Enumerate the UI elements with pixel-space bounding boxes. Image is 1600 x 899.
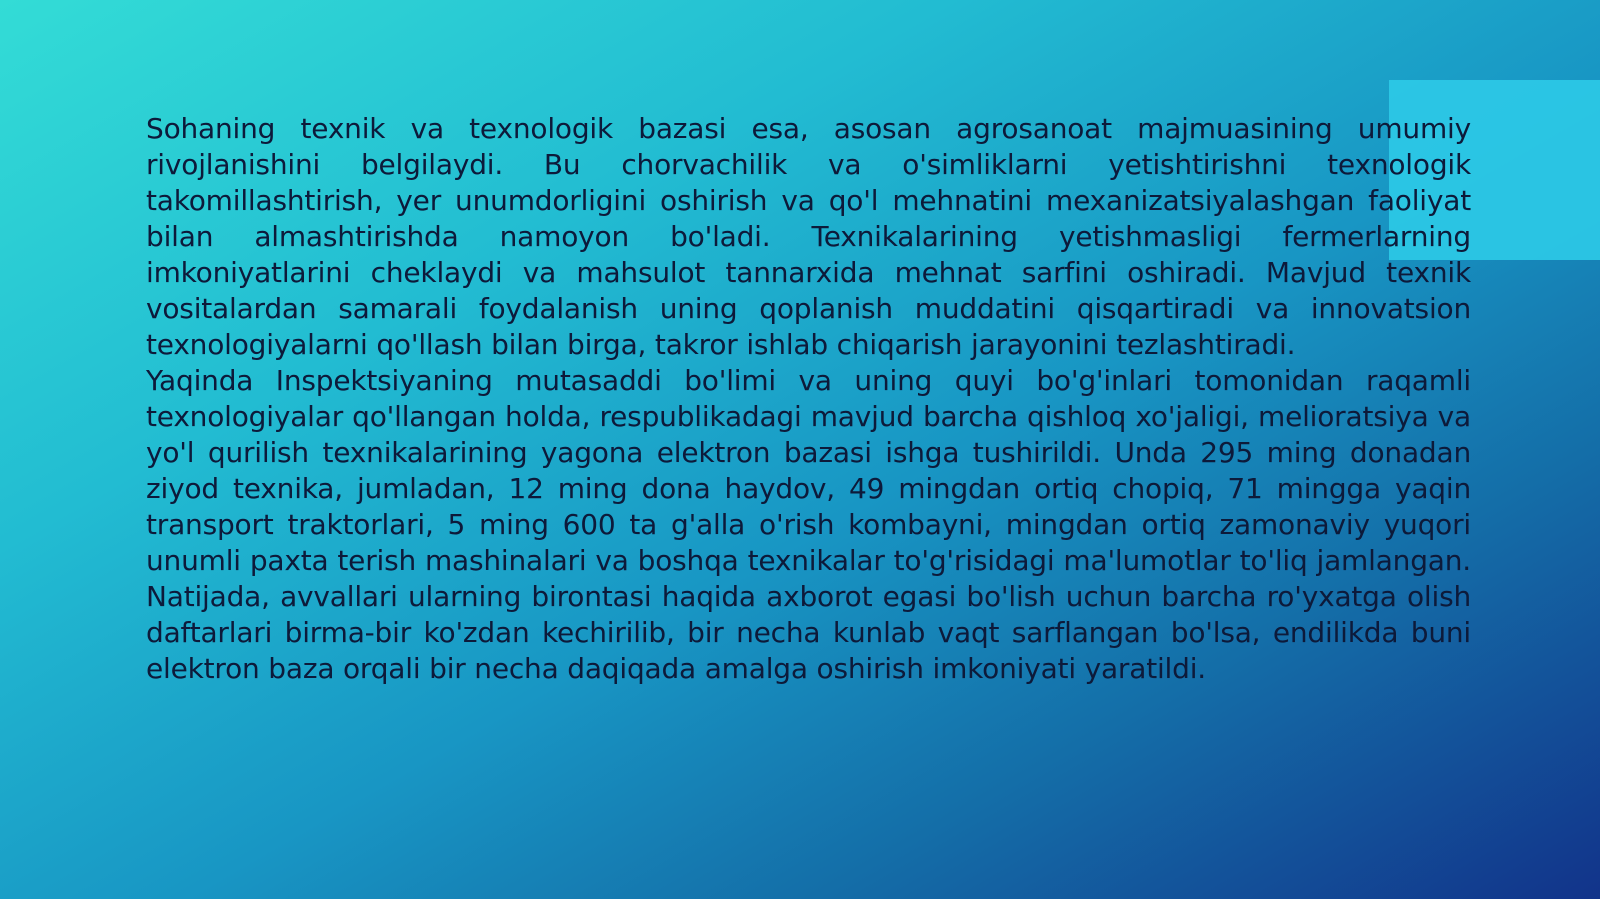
paragraph-electronic-database: Yaqinda Inspektsiyaning mutasaddi bo'limi va uning quyi bo'g'inlari tomonidan raqamli texnologiyalar qo'llangan holda, respublikadagi mavjud barcha qishloq xo'jaligi, melioratsiya va yo'l qurilish texnikalarining yagona elektron bazasi ishga tushirildi. Unda 295 ming donadan ziyod texnika, jumladan, 12 ming dona haydov, 49 mingdan ortiq chopiq, 71 mingga yaqin transport traktorlari, 5 ming 600 ta g'alla o'rish kombayni, mingdan ortiq zamonaviy yuqori unumli paxta terish mashinalari va boshqa texnikalar to'g'risidagi ma'lumotlar to'liq jamlangan. Natijada, avvallari ularning birontasi haqida axborot egasi bo'lish uchun barcha ro'yxatga olish daftarlari birma-bir ko'zdan kechirilib, bir necha kunlab vaqt sarflangan bo'lsa, endilikda buni elektron baza orqali bir necha daqiqada amalga oshirish imkoniyati yaratildi. bbox=[146, 364, 1471, 685]
paragraph-technical-base: Sohaning texnik va texnologik bazasi esa, asosan agrosanoat majmuasining umumiy rivojlanishini belgilaydi. Bu chorvachilik va o'simliklarni yetishtirishni texnologik takomillashtirish, yer unumdorligini oshirish va qo'l mehnatini mexanizatsiyalashgan faoliyat bilan almashtirishda namoyon bo'ladi. Texnikalarining yetishmasligi fermerlarning imkoniyatlarini cheklaydi va mahsulot tannarxida mehnat sarfini oshiradi. Mavjud texnik vositalardan samarali foydalanish uning qoplanish muddatini qisqartiradi va innovatsion texnologiyalarni qo'llash bilan birga, takror ishlab chiqarish jarayonini tezlashtiradi. bbox=[146, 112, 1471, 361]
slide-text-body bbox=[146, 111, 1471, 687]
